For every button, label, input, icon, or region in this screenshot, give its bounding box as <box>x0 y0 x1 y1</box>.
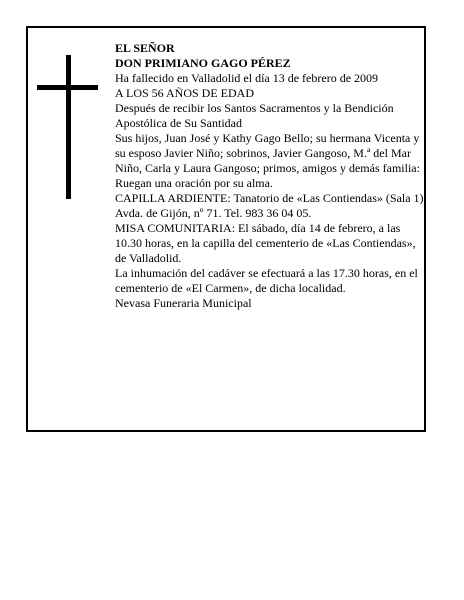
burial-paragraph: La inhumación del cadáver se efectuará a las 17.30 horas, en el cementerio de «El Carmen», de dicha localidad. <box>115 266 418 295</box>
family-paragraph: Sus hijos, Juan José y Kathy Gago Bello; su hermana Vicenta y su esposo Javier Niño; sobrinos, Javier Gangoso, M.ª del Mar Niño, Carla y Laura Gangoso; primos, amigos y demás familia: <box>115 131 420 175</box>
cross-icon <box>28 28 98 178</box>
cross-horizontal-bar <box>37 85 98 90</box>
age-line: A LOS 56 AÑOS DE EDAD <box>115 86 255 100</box>
cross-vertical-bar <box>66 55 71 199</box>
notice-text <box>115 41 427 311</box>
death-line: Ha fallecido en Valladolid el día 13 de febrero de 2009 <box>115 71 379 85</box>
sacraments-paragraph: Después de recibir los Santos Sacramentos y la Bendición Apostólica de Su Santidad <box>115 101 394 130</box>
obituary-notice <box>26 26 426 432</box>
chapel-paragraph: CAPILLA ARDIENTE: Tanatorio de «Las Contiendas» (Sala 1). Avda. de Gijón, nº 71. Tel. 983 36 04 05. <box>115 191 427 220</box>
title-line-1: EL SEÑOR <box>115 41 175 55</box>
deceased-name: DON PRIMIANO GAGO PÉREZ <box>115 56 291 70</box>
funeral-home: Nevasa Funeraria Municipal <box>115 296 252 310</box>
mass-paragraph: MISA COMUNITARIA: El sábado, día 14 de febrero, a las 10.30 horas, en la capilla del cementerio de «Las Contiendas», de Valladolid. <box>115 221 416 265</box>
prayer-line: Ruegan una oración por su alma. <box>115 176 273 190</box>
